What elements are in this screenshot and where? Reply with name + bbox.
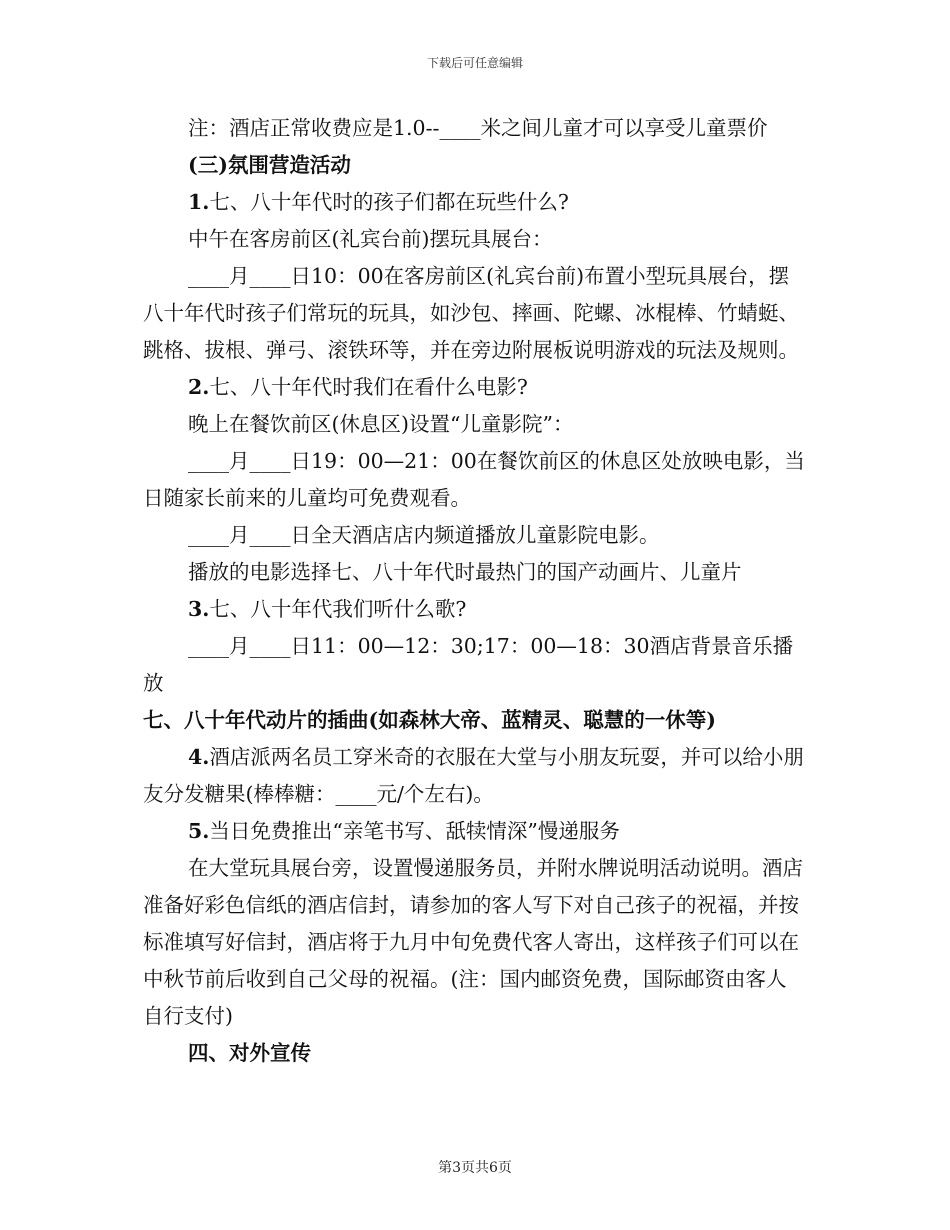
document-body	[143, 110, 805, 1072]
paragraph: ____月____日11：00—12：30;17：00—18：30酒店背景音乐播放	[143, 634, 794, 695]
paragraph: ____月____日10：00在客房前区(礼宾台前)布置小型玩具展台，摆八十年代时孩子们常玩的玩具，如沙包、摔画、陀螺、冰棍棒、竹蜻蜓、跳格、拔根、弹弓、滚铁环等，并在旁边附展板说明游戏的玩法及规则。	[143, 264, 799, 362]
page-footer: 第3页共6页	[438, 1160, 512, 1176]
paragraph: ____月____日19：00—21：00在餐饮前区的休息区处放映电影，当日随家长前来的儿童均可免费观看。	[143, 449, 805, 510]
item-number: 3.	[188, 597, 210, 621]
item-text: 当日免费推出“亲笔书写、舐犊情深”慢递服务	[209, 819, 620, 843]
item-text: 酒店派两名员工穿米奇的衣服在大堂与小朋友玩耍，并可以给小朋友分发糖果(棒棒糖：____元/个左右)。	[143, 745, 804, 806]
bold-heading-songs: 七、八十年代动片的插曲(如森林大帝、蓝精灵、聪慧的一休等)	[143, 708, 716, 732]
paragraph: 在大堂玩具展台旁，设置慢递服务员，并附水牌说明活动说明。酒店准备好彩色信纸的酒店信封，请参加的客人写下对自己孩子的祝福，并按标准填写好信封，酒店将于九月中旬免费代客人寄出，这样孩子们可以在中秋节前后收到自己父母的祝福。(注：国内邮资免费，国际邮资由客人自行支付)	[143, 856, 803, 1028]
item-text: 七、八十年代我们听什么歌?	[209, 597, 467, 621]
paragraph: 播放的电影选择七、八十年代时最热门的国产动画片、儿童片	[188, 560, 742, 584]
paragraph: 中午在客房前区(礼宾台前)摆玩具展台：	[188, 227, 553, 251]
section-heading-atmosphere: (三)氛围营造活动	[188, 153, 351, 177]
note-paragraph: 注：酒店正常收费应是1.0--____米之间儿童才可以享受儿童票价	[188, 116, 768, 140]
item-2-title	[143, 369, 805, 406]
page-header: 下载后可任意编辑	[426, 56, 523, 70]
item-number: 2.	[188, 375, 210, 399]
item-text: 七、八十年代时的孩子们都在玩些什么?	[209, 190, 569, 214]
section-heading-publicity: 四、对外宣传	[188, 1041, 311, 1065]
paragraph: 晚上在餐饮前区(休息区)设置“儿童影院”：	[188, 412, 574, 436]
item-number: 4.	[188, 745, 210, 769]
item-4	[143, 739, 805, 813]
item-1-title	[143, 184, 805, 221]
paragraph: ____月____日全天酒店店内频道播放儿童影院电影。	[188, 523, 660, 547]
item-number: 1.	[188, 190, 210, 214]
item-text: 七、八十年代时我们在看什么电影?	[209, 375, 528, 399]
item-3-title	[143, 591, 805, 628]
item-number: 5.	[188, 819, 210, 843]
item-5	[143, 813, 805, 850]
